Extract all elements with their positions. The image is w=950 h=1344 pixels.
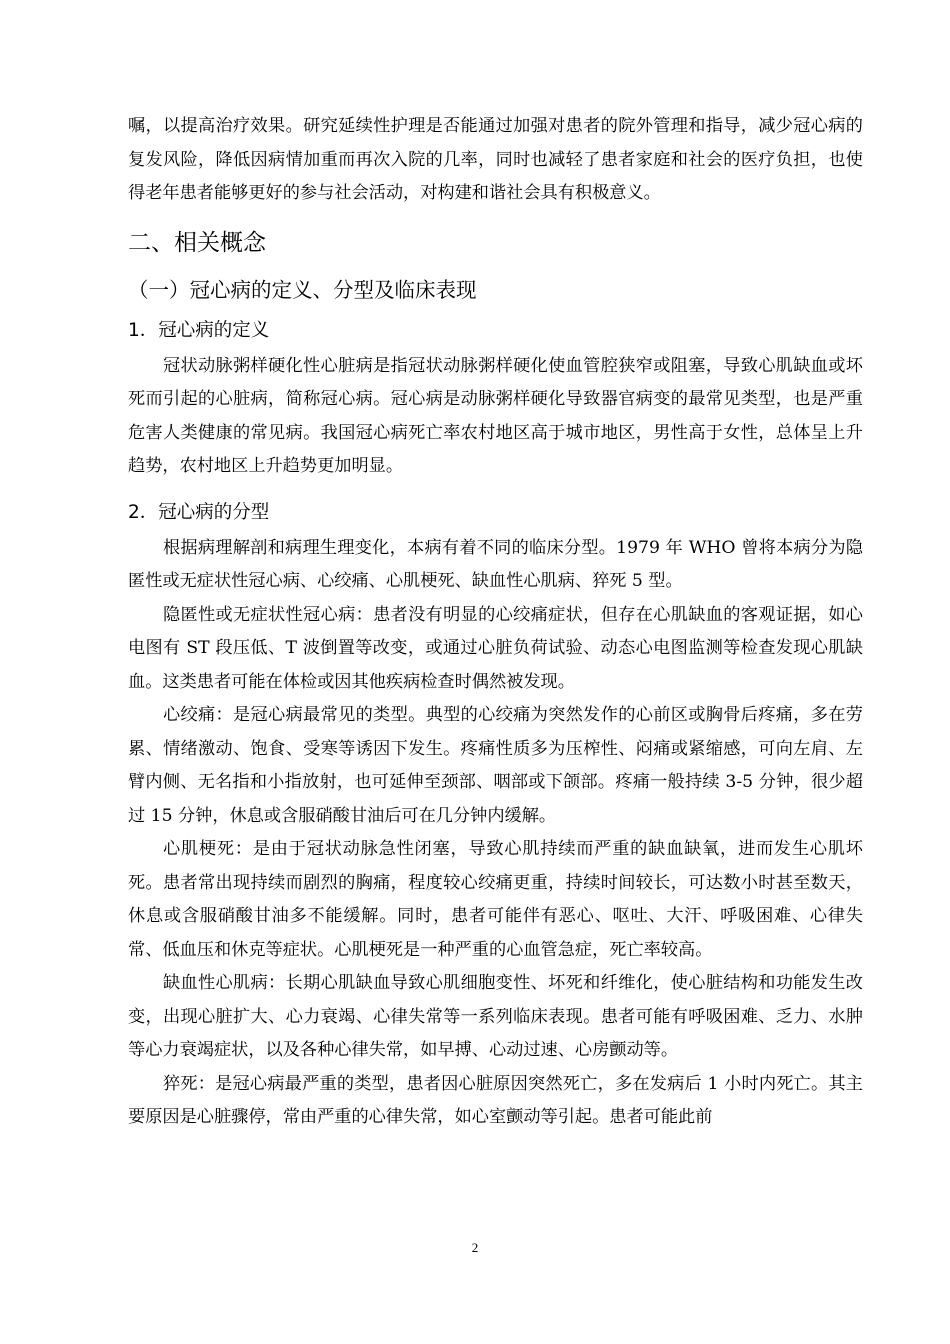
paragraph-silent-ischemia: 隐匿性或无症状性冠心病：患者没有明显的心绞痛症状，但存在心肌缺血的客观证据，如心电图有 ST 段压低、T 波倒置等改变，或通过心脏负荷试验、动态心电图监测等检查发现心肌缺血。这类患者可能在体检或因其他疾病检查时偶然被发现。: [128, 604, 863, 692]
paragraph-continuation: 嘱，以提高治疗效果。研究延续性护理是否能通过加强对患者的院外管理和指导，减少冠心病的复发风险，降低因病情加重而再次入院的几率，同时也减轻了患者家庭和社会的医疗负担，也使得老年患者能够更好的参与社会活动，对构建和谐社会具有积极意义。: [128, 116, 863, 203]
item-heading-definition: 1．冠心病的定义: [128, 319, 270, 341]
item-heading-classification: 2．冠心病的分型: [128, 501, 270, 523]
page-number: 2: [471, 1240, 479, 1255]
paragraph-angina: 心绞痛：是冠心病最常见的类型。典型的心绞痛为突然发作的心前区或胸骨后疼痛，多在劳累、情绪激动、饱食、受寒等诱因下发生。疼痛性质多为压榨性、闷痛或紧缩感，可向左肩、左臂内侧、无名指和小指放射，也可延伸至颈部、咽部或下颌部。疼痛一般持续 3-5 分钟，很少超过 15 分钟，休息或含服硝酸甘油后可在几分钟内缓解。: [128, 705, 863, 826]
paragraph-myocardial-infarction: 心肌梗死：是由于冠状动脉急性闭塞，导致心肌持续而严重的缺血缺氧，进而发生心肌坏死。患者常出现持续而剧烈的胸痛，程度较心绞痛更重，持续时间较长，可达数小时甚至数天，休息或含服硝酸甘油多不能缓解。同时，患者可能伴有恶心、呕吐、大汗、呼吸困难、心律失常、低血压和休克等症状。心肌梗死是一种严重的心血管急症，死亡率较高。: [128, 839, 863, 960]
paragraph-ischemic-cardiomyopathy: 缺血性心肌病：长期心肌缺血导致心肌细胞变性、坏死和纤维化，使心脏结构和功能发生改变，出现心脏扩大、心力衰竭、心律失常等一系列临床表现。患者可能有呼吸困难、乏力、水肿等心力衰竭症状，以及各种心律失常，如早搏、心动过速、心房颤动等。: [128, 973, 863, 1060]
subsection-heading: （一）冠心病的定义、分型及临床表现: [128, 277, 477, 302]
paragraph-sudden-death: 猝死：是冠心病最严重的类型，患者因心脏原因突然死亡，多在发病后 1 小时内死亡。其主要原因是心脏骤停，常由严重的心律失常，如心室颤动等引起。患者可能此前: [128, 1073, 863, 1127]
paragraph-classification-intro: 根据病理解剖和病理生理变化，本病有着不同的临床分型。1979 年 WHO 曾将本病分为隐匿性或无症状性冠心病、心绞痛、心肌梗死、缺血性心肌病、猝死 5 型。: [128, 537, 863, 591]
paragraph-definition: 冠状动脉粥样硬化性心脏病是指冠状动脉粥样硬化使血管腔狭窄或阻塞，导致心肌缺血或坏死而引起的心脏病，简称冠心病。冠心病是动脉粥样硬化导致器官病变的最常见类型，也是严重危害人类健康的常见病。我国冠心病死亡率农村地区高于城市地区，男性高于女性，总体呈上升趋势，农村地区上升趋势更加明显。: [128, 355, 863, 476]
page-body: [128, 110, 863, 1135]
section-heading: 二、相关概念: [128, 229, 266, 256]
